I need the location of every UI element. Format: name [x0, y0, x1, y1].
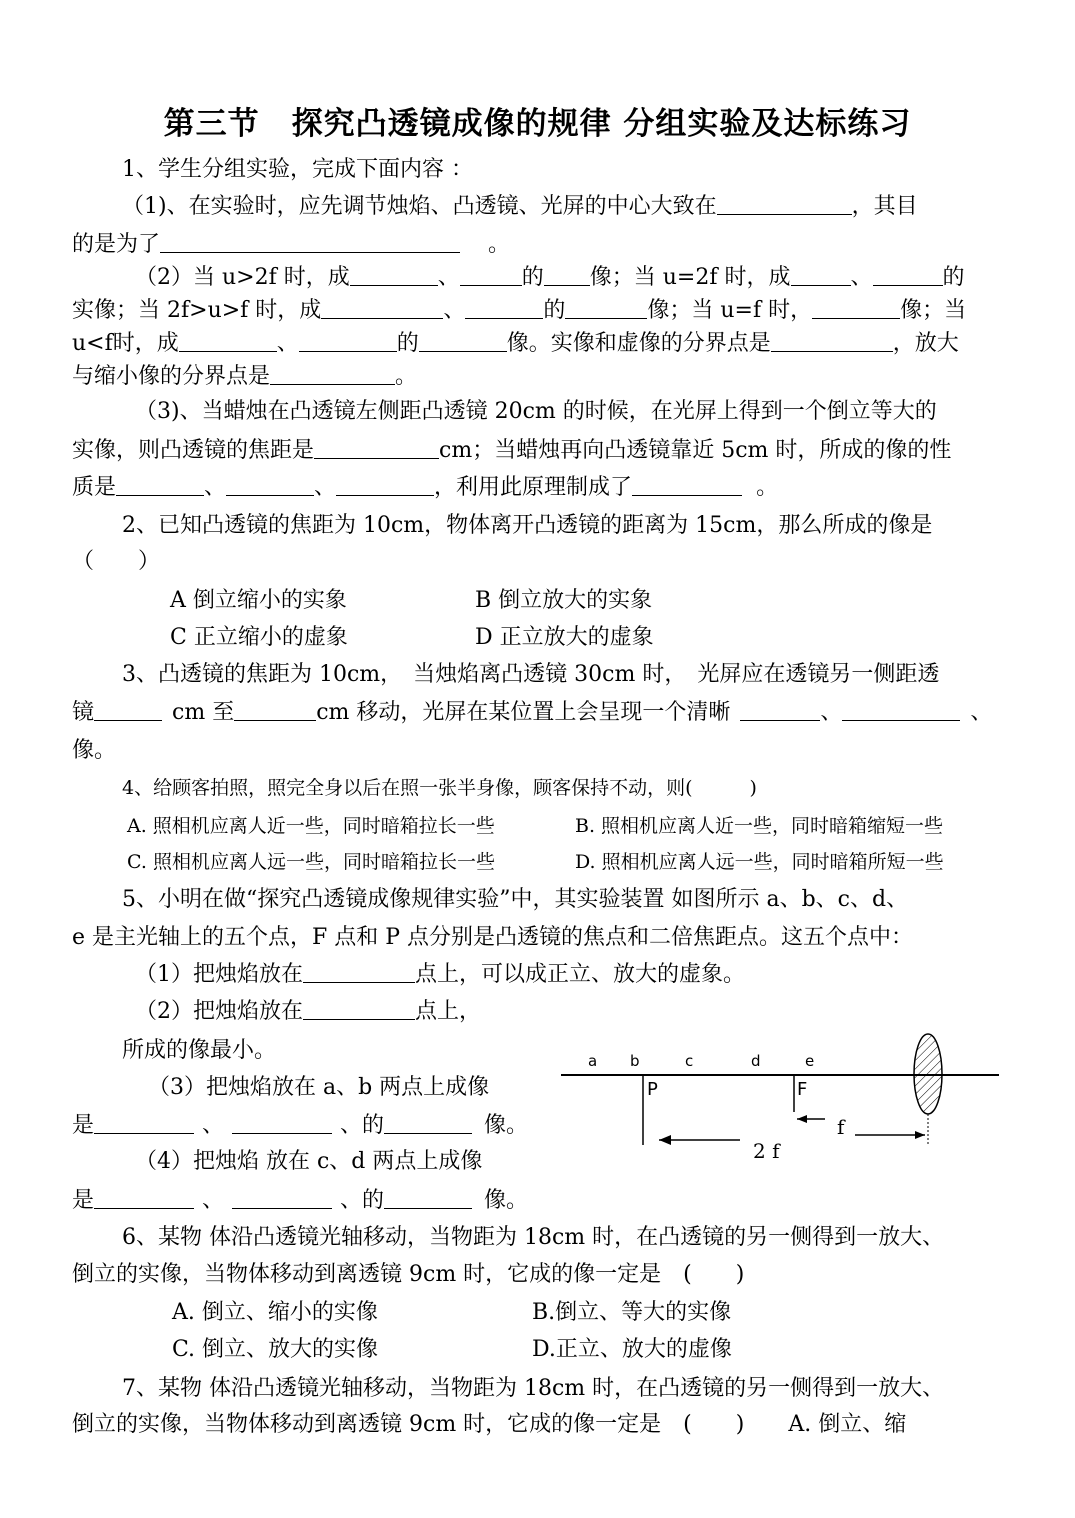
page-title: 第三节 探究凸透镜成像的规律 分组实验及达标练习 [163, 106, 912, 142]
q2-option-d[interactable]: D 正立放大的虚象 [475, 625, 654, 650]
point-e: e [805, 1052, 815, 1070]
2f-label: 2 f [753, 1139, 780, 1163]
answer-blank[interactable] [116, 473, 204, 496]
point-d: d [751, 1052, 761, 1070]
answer-blank[interactable] [544, 263, 590, 286]
q5-sub4-line2: 是 、 、的 像。 [72, 1188, 529, 1213]
q5-sub1: （1）把烛焰放在 点上，可以成正立、放大的虚象。 [135, 962, 746, 987]
q4-option-b[interactable]: B. 照相机应离人近一些，同时暗箱缩短一些 [575, 815, 944, 837]
answer-blank[interactable] [94, 1111, 194, 1134]
q5-stem-line1: 5、小明在做“探究凸透镜成像规律实验”中，其实验装置 如图所示 a、b、c、d、 [122, 887, 909, 912]
answer-blank[interactable] [303, 997, 415, 1020]
answer-blank[interactable] [226, 473, 314, 496]
q5-sub4-line1: （4）把烛焰 放在 c、d 两点上成像 [135, 1149, 483, 1174]
answer-blank[interactable] [232, 1111, 332, 1134]
answer-blank[interactable] [303, 960, 415, 983]
q7-stem-line1: 7、某物 体沿凸透镜光轴移动，当物距为 18cm 时，在凸透镜的另一侧得到一放大、 [122, 1376, 945, 1401]
answer-blank[interactable] [232, 1186, 332, 1209]
q1-part2-line1: （2）当 u>2f 时，成 、 的 像；当 u=2f 时，成 、 的 [135, 265, 965, 290]
f-arrow-right-head [915, 1131, 925, 1139]
answer-blank[interactable] [94, 1186, 194, 1209]
q6-option-c[interactable]: C. 倒立、放大的实像 [172, 1337, 379, 1362]
point-b: b [630, 1052, 640, 1070]
q6-option-d[interactable]: D.正立、放大的虚像 [532, 1337, 732, 1362]
q6-stem-line2: 倒立的实像，当物体移动到离透镜 9cm 时，它成的像一定是 ( ) [72, 1262, 745, 1287]
answer-blank[interactable] [94, 698, 162, 721]
answer-blank[interactable] [270, 362, 395, 385]
answer-blank[interactable] [384, 1111, 472, 1134]
q2-option-b[interactable]: B 倒立放大的实象 [475, 588, 653, 613]
q1-part2-line2: 实像；当 2f>u>f 时，成 、 的 像；当 u=f 时， 像；当 [72, 298, 967, 323]
q1-part1-line1: （1)、在实验时，应先调节烛焰、凸透镜、光屏的中心大致在 ，其目 [122, 194, 918, 219]
point-c: c [685, 1052, 694, 1070]
q1-part2-line3: u<f时，成 、 的 像。实像和虚像的分界点是 ，放大 [72, 331, 959, 356]
q5-sub2: （2）把烛焰放在 点上， [135, 999, 482, 1024]
answer-blank[interactable] [717, 192, 852, 215]
point-p-label: P [647, 1079, 658, 1100]
answer-blank[interactable] [565, 296, 647, 319]
f-label: f [837, 1115, 845, 1139]
q2-stem: 2、已知凸透镜的焦距为 10cm，物体离开凸透镜的距离为 15cm，那么所成的像是 [122, 513, 933, 538]
answer-blank[interactable] [384, 1186, 472, 1209]
q5-sub2-cont: 所成的像最小。 [122, 1038, 277, 1063]
q5-sub3-line1: （3）把烛焰放在 a、b 两点上成像 [148, 1075, 490, 1100]
point-a: a [588, 1052, 598, 1070]
answer-blank[interactable] [314, 436, 439, 459]
q4-stem: 4、给顾客拍照，照完全身以后在照一张半身像，顾客保持不动，则( ) [122, 777, 757, 799]
answer-blank[interactable] [321, 296, 443, 319]
q3-line2: 镜 cm 至 cm 移动，光屏在某位置上会呈现一个清晰 、 、 [72, 700, 993, 725]
q1-part2-line4: 与缩小像的分界点是 。 [72, 364, 418, 389]
answer-blank[interactable] [771, 329, 893, 352]
f-arrow-left-head [797, 1115, 807, 1123]
answer-blank[interactable] [234, 698, 316, 721]
answer-blank[interactable] [179, 329, 277, 352]
q4-option-c[interactable]: C. 照相机应离人远一些，同时暗箱拉长一些 [127, 851, 495, 873]
answer-blank[interactable] [299, 329, 397, 352]
q7-stem-line2: 倒立的实像，当物体移动到离透镜 9cm 时，它成的像一定是 ( ) A. 倒立、缩 [72, 1412, 907, 1437]
q6-option-a[interactable]: A. 倒立、缩小的实像 [172, 1300, 378, 1325]
q2-option-c[interactable]: C 正立缩小的虚象 [170, 625, 348, 650]
lens-diagram [555, 1030, 1005, 1170]
q5-sub3-line2: 是 、 、的 像。 [72, 1113, 529, 1138]
q1-part3-line1: （3)、当蜡烛在凸透镜左侧距凸透镜 20cm 的时候，在光屏上得到一个倒立等大的 [135, 399, 937, 424]
point-f-label: F [797, 1079, 808, 1100]
answer-blank[interactable] [419, 329, 507, 352]
q3-stem: 3、凸透镜的焦距为 10cm， 当烛焰离凸透镜 30cm 时， 光屏应在透镜另一侧距透 [122, 662, 940, 687]
answer-blank[interactable] [812, 296, 900, 319]
answer-blank[interactable] [632, 473, 742, 496]
q2-option-a[interactable]: A 倒立缩小的实象 [170, 588, 347, 613]
q6-option-b[interactable]: B.倒立、等大的实像 [532, 1300, 732, 1325]
answer-blank[interactable] [842, 698, 960, 721]
answer-blank[interactable] [740, 698, 820, 721]
q3-line3: 像。 [72, 738, 117, 763]
q4-option-a[interactable]: A. 照相机应离人近一些，同时暗箱拉长一些 [127, 815, 495, 837]
q6-stem-line1: 6、某物 体沿凸透镜光轴移动，当物距为 18cm 时，在凸透镜的另一侧得到一放大、 [122, 1225, 945, 1250]
answer-blank[interactable] [465, 296, 543, 319]
answer-blank[interactable] [160, 230, 460, 253]
q5-stem-line2: e 是主光轴上的五个点，F 点和 P 点分别是凸透镜的焦点和二倍焦距点。这五个点中： [72, 925, 914, 950]
answer-blank[interactable] [350, 263, 438, 286]
q1-part1-line2: 的是为了 。 [72, 232, 511, 257]
q1-part3-line3: 质是 、 、 ，利用此原理制成了 。 [72, 475, 779, 500]
2f-arrow-head [659, 1135, 671, 1145]
q1-intro: 1、学生分组实验，完成下面内容 ： [122, 157, 473, 182]
convex-lens [914, 1034, 942, 1114]
answer-blank[interactable] [460, 263, 522, 286]
q1-part3-line2: 实像，则凸透镜的焦距是 cm；当蜡烛再向凸透镜靠近 5cm 时，所成的像的性 [72, 438, 952, 463]
q2-answer-brackets[interactable]: （ ） [72, 549, 161, 574]
answer-blank[interactable] [336, 473, 434, 496]
answer-blank[interactable] [873, 263, 943, 286]
answer-blank[interactable] [791, 263, 851, 286]
q4-option-d[interactable]: D. 照相机应离人远一些，同时暗箱所短一些 [575, 851, 944, 873]
